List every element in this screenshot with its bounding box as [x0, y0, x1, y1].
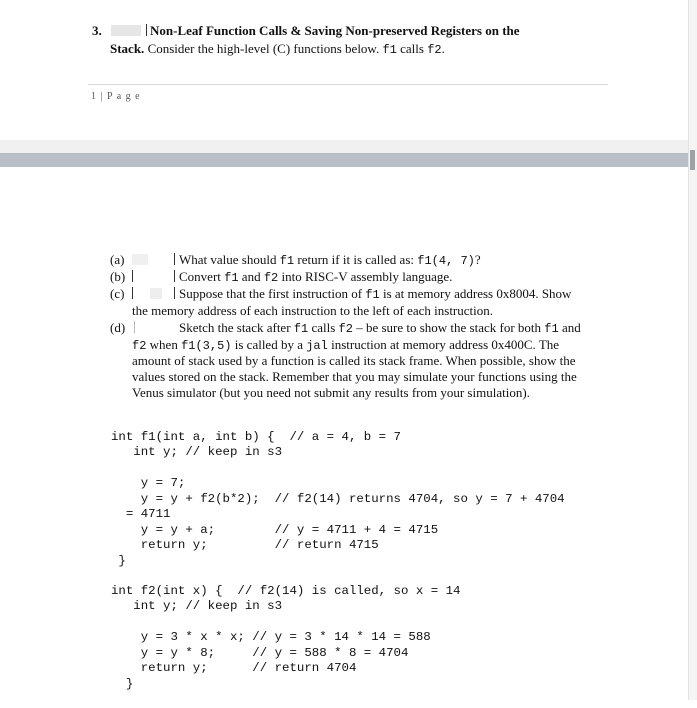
question-a-text: What value should f1 return if it is called as: f1(4, 7)? — [179, 252, 481, 268]
footer-divider — [88, 84, 608, 85]
code-line: y = 7; — [111, 476, 186, 490]
question-d-text: Sketch the stack after f1 calls f2 – be sure to show the stack for both f1 and — [179, 320, 581, 336]
scrollbar[interactable] — [688, 0, 697, 700]
question-c-text-line2: the memory address of each instruction to the left of each instruction. — [132, 303, 493, 318]
code-line: return y; // return 4704 — [111, 661, 357, 675]
code-line: int f1(int a, int b) { // a = 4, b = 7 — [111, 429, 401, 444]
points-bracket — [146, 24, 147, 36]
code-line: = 4711 — [111, 507, 171, 521]
redacted-points — [111, 25, 141, 36]
question-number: 3. — [92, 23, 102, 38]
code-line: int y; // keep in s3 — [111, 445, 283, 459]
question-c-label: (c) — [110, 286, 125, 301]
question-c-text: Suppose that the first instruction of f1 is at memory address 0x8004. Show — [179, 286, 572, 302]
code-line: int f2(int x) { // f2(14) is called, so x = 14 — [111, 583, 461, 598]
code-block-f2 — [111, 568, 460, 708]
code-line: y = 3 * x * x; // y = 3 * 14 * 14 = 588 — [111, 630, 431, 644]
question-b-text: Convert f1 and f2 into RISC-V assembly language. — [179, 269, 453, 285]
page-footer: 1 | P a g e — [91, 91, 141, 102]
code-line: return y; // return 4715 — [111, 538, 379, 552]
question-intro: Stack. Consider the high-level (C) functions below. f1 calls f2. — [110, 41, 445, 57]
question-d-text-line4: values stored on the stack. Remember that you may simulate your functions using the — [132, 369, 577, 384]
code-line: } — [111, 676, 134, 691]
code-line: } — [111, 553, 126, 568]
points-bracket — [174, 270, 175, 282]
code-line: y = y + f2(b*2); // f2(14) returns 4704, so y = 7 + 4704 — [111, 491, 565, 506]
code-line — [111, 461, 565, 477]
redacted-points — [150, 288, 162, 299]
question-d-label: (d) — [110, 320, 126, 335]
code-line — [111, 615, 460, 631]
page-gap — [0, 140, 697, 153]
question-b-label: (b) — [110, 269, 126, 284]
redacted-points — [132, 254, 148, 265]
page-break-bar — [0, 153, 697, 167]
question-title: Non-Leaf Function Calls & Saving Non-preserved Registers on the — [150, 23, 520, 38]
code-line: y = y + a; // y = 4711 + 4 = 4715 — [111, 522, 439, 537]
points-bracket — [174, 253, 175, 265]
question-d-text-line2: f2 when f1(3,5) is called by a jal instruction at memory address 0x400C. The — [132, 337, 560, 353]
code-line: int y; // keep in s3 — [111, 599, 283, 613]
points-bracket — [132, 287, 133, 299]
question-d-text-line3: amount of stack used by a function is called its stack frame. When possible, show the — [132, 353, 576, 368]
points-bracket — [134, 321, 135, 333]
title-continuation: Stack. — [110, 41, 145, 56]
code-block-f1 — [111, 414, 565, 585]
question-a-label: (a) — [110, 252, 125, 267]
points-bracket — [174, 287, 175, 299]
code-line: y = y * 8; // y = 588 * 8 = 4704 — [111, 645, 409, 660]
question-d-text-line5: Venus simulator (but you need not submit any results from your simulation). — [132, 385, 530, 400]
points-bracket — [132, 270, 133, 282]
scrollbar-thumb[interactable] — [690, 150, 695, 170]
